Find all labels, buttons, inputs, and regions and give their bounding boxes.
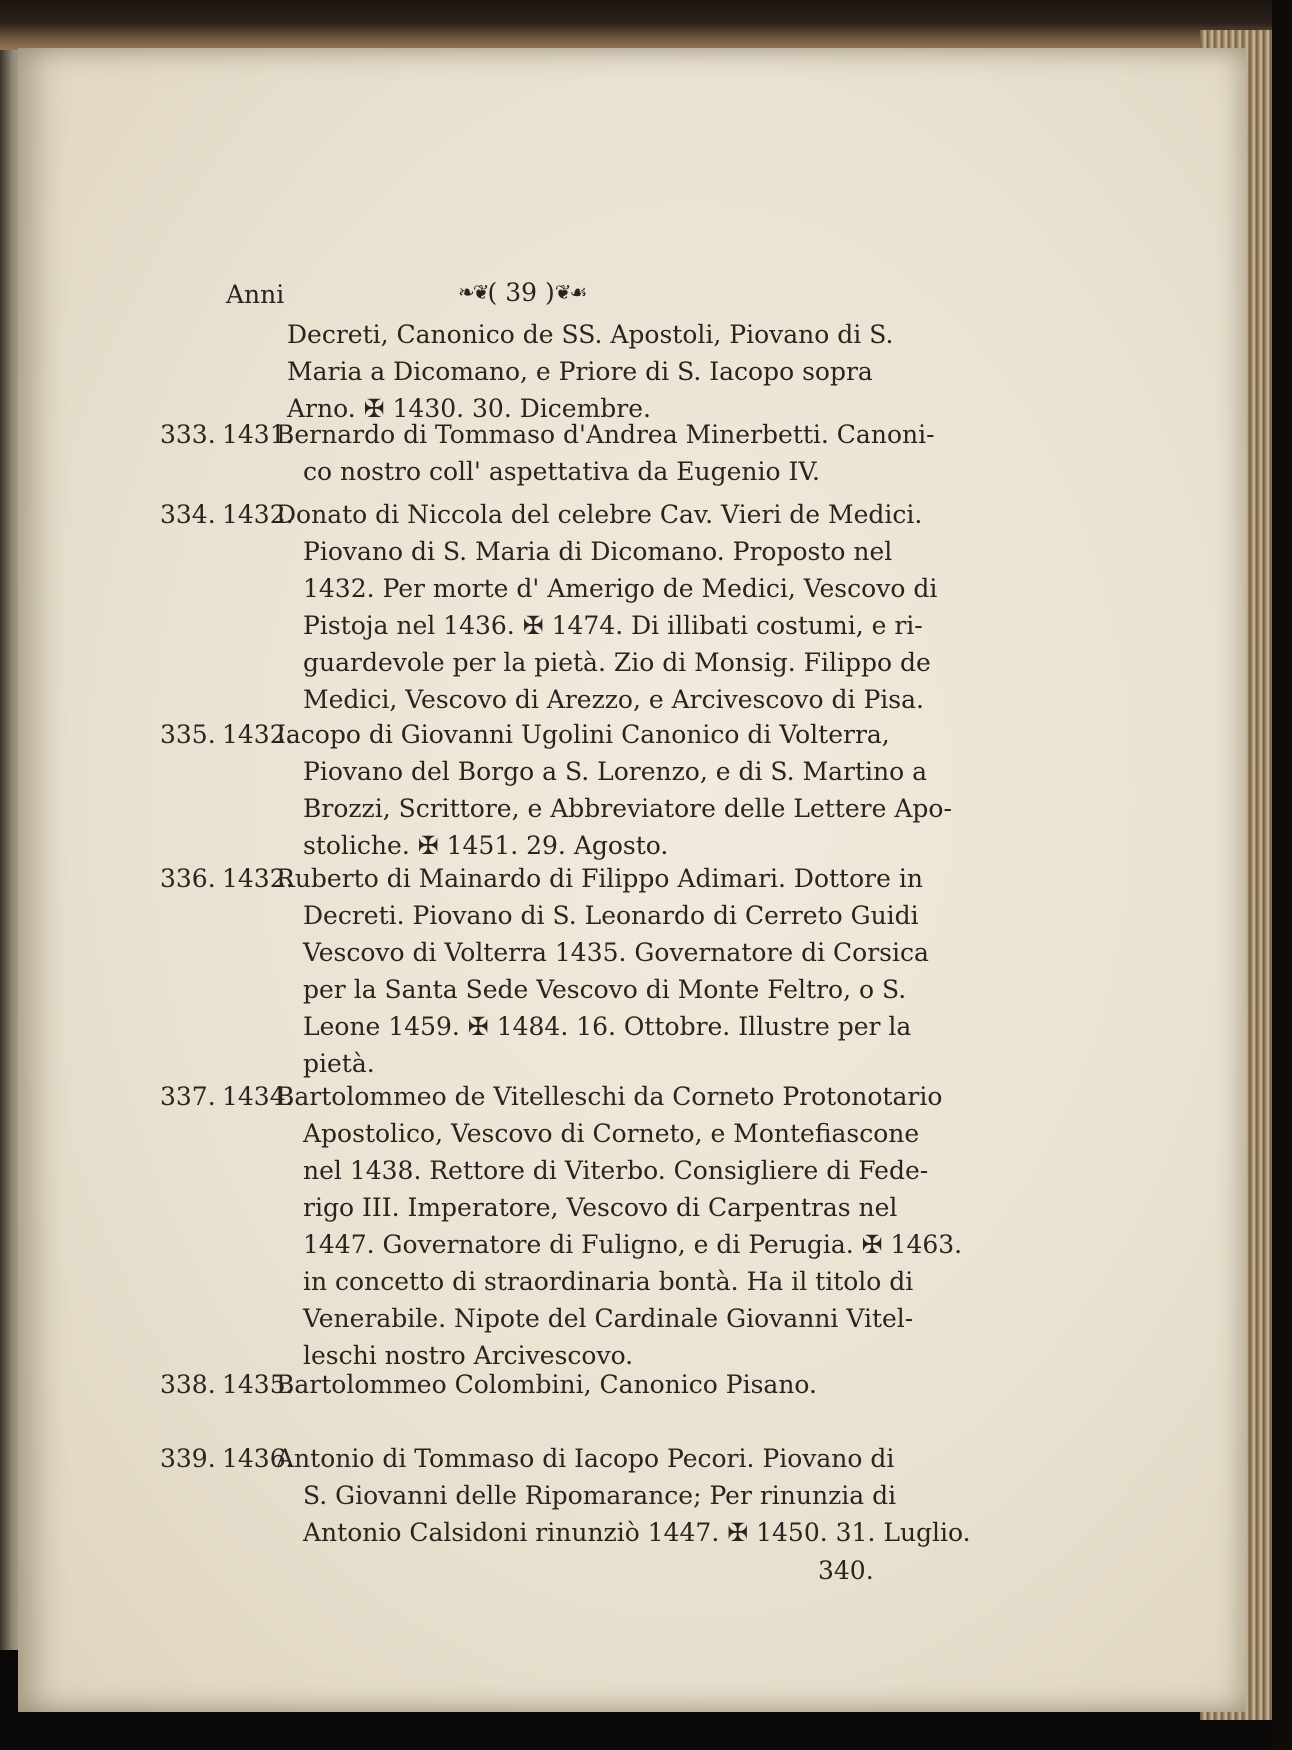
text-line: guardevole per la pietà. Zio di Monsig. Filippo de	[303, 648, 931, 677]
page-number	[458, 278, 585, 307]
text-line: S. Giovanni delle Ripomarance; Per rinunzia di	[303, 1481, 897, 1510]
text-line: Arno. ✠ 1430. 30. Dicembre.	[287, 394, 651, 423]
text-line: nel 1438. Rettore di Viterbo. Consigliere di Fede-	[303, 1156, 929, 1185]
text-line: in concetto di straordinaria bontà. Ha il titolo di	[303, 1267, 914, 1296]
text-line: Vescovo di Volterra 1435. Governatore di Corsica	[303, 938, 929, 967]
text-line: Venerabile. Nipote del Cardinale Giovanni Vitel-	[303, 1304, 914, 1333]
text-line: Apostolico, Vescovo di Corneto, e Montefiascone	[303, 1119, 920, 1148]
text-line: Piovano di S. Maria di Dicomano. Proposto nel	[303, 537, 893, 566]
text-line: Leone 1459. ✠ 1484. 16. Ottobre. Illustre per la	[303, 1012, 912, 1041]
text-line: Piovano del Borgo a S. Lorenzo, e di S. Martino a	[303, 757, 928, 786]
entry-first-line: Bartolommeo Colombini, Canonico Pisano.	[276, 1370, 817, 1399]
entry-first-line: Iacopo di Giovanni Ugolini Canonico di Volterra,	[276, 720, 890, 749]
flourish-left-ornament: ❧❦	[458, 280, 488, 304]
text-line: 1447. Governatore di Fuligno, e di Perugia. ✠ 1463.	[303, 1230, 963, 1259]
text-line: pietà.	[303, 1049, 375, 1078]
entry-number: 335.	[160, 720, 216, 749]
text-line: Medici, Vescovo di Arezzo, e Arcivescovo di Pisa.	[303, 685, 924, 714]
entry-number: 333.	[160, 420, 216, 449]
entry-first-line: Donato di Niccola del celebre Cav. Vieri de Medici.	[276, 500, 923, 529]
flourish-right-ornament: ❦☙	[554, 280, 586, 304]
entry-first-line: Antonio di Tommaso di Iacopo Pecori. Piovano di	[276, 1444, 895, 1473]
text-line: leschi nostro Arcivescovo.	[303, 1341, 634, 1370]
entry-year: 1435.	[222, 1370, 294, 1399]
text-line: 1432. Per morte d' Amerigo de Medici, Vescovo di	[303, 574, 938, 603]
running-head	[226, 280, 926, 320]
photo-background	[1272, 0, 1292, 1750]
entry-year: 1431.	[222, 420, 294, 449]
entry-year: 1432.	[222, 720, 294, 749]
entry-year: 1434.	[222, 1082, 294, 1111]
book-page	[18, 48, 1246, 1712]
entry-year: 1432.	[222, 500, 294, 529]
text-line: stoliche. ✠ 1451. 29. Agosto.	[303, 831, 669, 860]
entry-number: 339.	[160, 1444, 216, 1473]
text-line: per la Santa Sede Vescovo di Monte Feltro, o S.	[303, 975, 907, 1004]
entry-number: 334.	[160, 500, 216, 529]
entry-number: 336.	[160, 864, 216, 893]
text-line: Decreti, Canonico de SS. Apostoli, Piovano di S.	[287, 320, 894, 349]
text-line: Decreti. Piovano di S. Leonardo di Cerreto Guidi	[303, 901, 919, 930]
catchword: 340.	[818, 1556, 874, 1585]
text-line: Brozzi, Scrittore, e Abbreviatore delle Lettere Apo-	[303, 794, 952, 823]
entry-first-line: Bartolommeo de Vitelleschi da Corneto Protonotario	[276, 1082, 943, 1111]
text-line: rigo III. Imperatore, Vescovo di Carpentras nel	[303, 1193, 898, 1222]
entry-year: 1436.	[222, 1444, 294, 1473]
text-line: co nostro coll' aspettativa da Eugenio IV.	[303, 457, 820, 486]
text-line: Pistoja nel 1436. ✠ 1474. Di illibati costumi, e ri-	[303, 611, 923, 640]
folio-number: ( 39 )	[487, 278, 555, 307]
text-line: Antonio Calsidoni rinunziò 1447. ✠ 1450. 31. Luglio.	[303, 1518, 971, 1547]
entry-year: 1432.	[222, 864, 294, 893]
column-label-anni: Anni	[226, 280, 285, 309]
entry-first-line: Ruberto di Mainardo di Filippo Adimari. Dottore in	[276, 864, 923, 893]
entry-first-line: Bernardo di Tommaso d'Andrea Minerbetti. Canoni-	[276, 420, 935, 449]
entry-number: 337.	[160, 1082, 216, 1111]
entry-number: 338.	[160, 1370, 216, 1399]
continuation-text	[287, 316, 893, 427]
text-line: Maria a Dicomano, e Priore di S. Iacopo sopra	[287, 357, 873, 386]
